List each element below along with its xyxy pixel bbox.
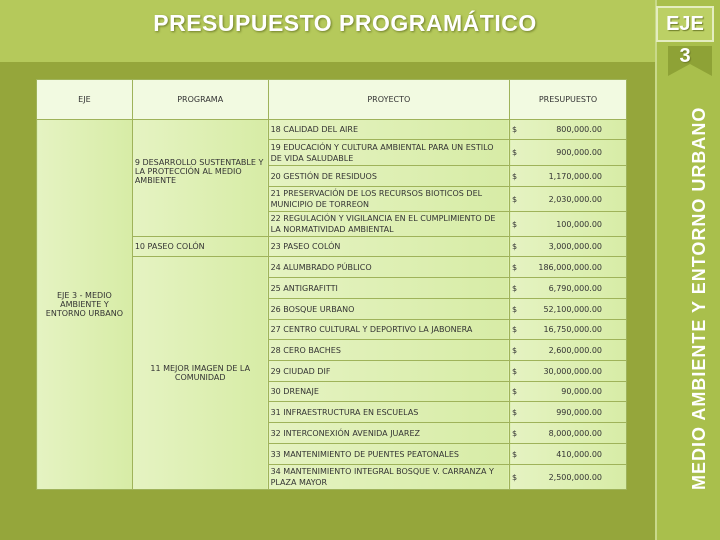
presupuesto-cell xyxy=(510,187,627,212)
presupuesto-cell xyxy=(510,257,627,278)
presupuesto-cell xyxy=(510,402,627,423)
eje-cell: EJE 3 - MEDIO AMBIENTE Y ENTORNO URBANO xyxy=(37,120,133,490)
proyecto-cell: 30 DRENAJE xyxy=(268,382,509,402)
header-presupuesto: PRESUPUESTO xyxy=(510,80,627,120)
proyecto-cell: 34 MANTENIMIENTO INTEGRAL BOSQUE V. CARRANZA Y PLAZA MAYOR xyxy=(268,465,509,490)
page-title: PRESUPUESTO PROGRAMÁTICO xyxy=(153,10,537,36)
proyecto-cell: 22 REGULACIÓN Y VIGILANCIA EN EL CUMPLIMIENTO DE LA NORMATIVIDAD AMBIENTAL xyxy=(268,212,509,237)
table-row xyxy=(37,120,627,140)
amount: 100,000.00 xyxy=(556,219,602,229)
currency-symbol: $ xyxy=(512,387,518,396)
currency-symbol: $ xyxy=(512,148,518,157)
presupuesto-cell xyxy=(510,444,627,465)
currency-symbol: $ xyxy=(512,283,518,293)
amount: 52,100,000.00 xyxy=(543,304,602,314)
presupuesto-cell xyxy=(510,140,627,166)
proyecto-cell: 33 MANTENIMIENTO DE PUENTES PEATONALES xyxy=(268,444,509,465)
presupuesto-cell xyxy=(510,166,627,187)
presupuesto-cell xyxy=(510,120,627,140)
proyecto-cell: 23 PASEO COLÓN xyxy=(268,237,509,257)
currency-symbol: $ xyxy=(512,449,518,459)
amount: 990,000.00 xyxy=(556,407,602,417)
amount: 8,000,000.00 xyxy=(548,428,602,438)
amount: 800,000.00 xyxy=(556,125,602,134)
currency-symbol: $ xyxy=(512,304,518,314)
presupuesto-cell xyxy=(510,299,627,320)
currency-symbol: $ xyxy=(512,171,518,181)
amount: 410,000.00 xyxy=(556,449,602,459)
header-eje: EJE xyxy=(37,80,133,120)
amount: 2,500,000.00 xyxy=(548,472,602,482)
amount: 16,750,000.00 xyxy=(543,325,602,334)
programa-cell: 9 DESARROLLO SUSTENTABLE Y LA PROTECCIÓN AL MEDIO AMBIENTE xyxy=(132,120,268,237)
proyecto-cell: 31 INFRAESTRUCTURA EN ESCUELAS xyxy=(268,402,509,423)
programa-cell: 11 MEJOR IMAGEN DE LA COMUNIDAD xyxy=(132,257,268,490)
table-header xyxy=(37,80,627,120)
presupuesto-cell xyxy=(510,212,627,237)
presupuesto-cell xyxy=(510,278,627,299)
currency-symbol: $ xyxy=(512,194,518,204)
amount: 90,000.00 xyxy=(561,387,602,396)
currency-symbol: $ xyxy=(512,472,518,482)
proyecto-cell: 32 INTERCONEXIÓN AVENIDA JUAREZ xyxy=(268,423,509,444)
currency-symbol: $ xyxy=(512,125,518,134)
proyecto-cell: 29 CIUDAD DIF xyxy=(268,361,509,382)
header-programa: PROGRAMA xyxy=(132,80,268,120)
budget-table xyxy=(36,79,627,490)
currency-symbol: $ xyxy=(512,366,518,376)
amount: 186,000,000.00 xyxy=(538,262,602,272)
eje-badge: EJE 3 xyxy=(656,6,714,42)
amount: 2,030,000.00 xyxy=(548,194,602,204)
currency-symbol: $ xyxy=(512,219,518,229)
amount: 6,790,000.00 xyxy=(548,283,602,293)
presupuesto-cell xyxy=(510,361,627,382)
presupuesto-cell xyxy=(510,382,627,402)
proyecto-cell: 21 PRESERVACIÓN DE LOS RECURSOS BIOTICOS DEL MUNICIPIO DE TORREON xyxy=(268,187,509,212)
proyecto-cell: 27 CENTRO CULTURAL Y DEPORTIVO LA JABONERA xyxy=(268,320,509,340)
currency-symbol: $ xyxy=(512,242,518,251)
proyecto-cell: 26 BOSQUE URBANO xyxy=(268,299,509,320)
presupuesto-cell xyxy=(510,237,627,257)
proyecto-cell: 18 CALIDAD DEL AIRE xyxy=(268,120,509,140)
proyecto-cell: 25 ANTIGRAFITTI xyxy=(268,278,509,299)
currency-symbol: $ xyxy=(512,325,518,334)
amount: 1,170,000.00 xyxy=(548,171,602,181)
amount: 900,000.00 xyxy=(556,148,602,157)
proyecto-cell: 19 EDUCACIÓN Y CULTURA AMBIENTAL PARA UN ESTILO DE VIDA SALUDABLE xyxy=(268,140,509,166)
programa-cell: 10 PASEO COLÓN xyxy=(132,237,268,257)
presupuesto-cell xyxy=(510,320,627,340)
currency-symbol: $ xyxy=(512,407,518,417)
header-proyecto: PROYECTO xyxy=(268,80,509,120)
currency-symbol: $ xyxy=(512,428,518,438)
amount: 30,000,000.00 xyxy=(543,366,602,376)
presupuesto-cell xyxy=(510,340,627,361)
proyecto-cell: 24 ALUMBRADO PÚBLICO xyxy=(268,257,509,278)
currency-symbol: $ xyxy=(512,345,518,355)
amount: 3,000,000.00 xyxy=(548,242,602,251)
proyecto-cell: 28 CERO BACHES xyxy=(268,340,509,361)
amount: 2,600,000.00 xyxy=(548,345,602,355)
currency-symbol: $ xyxy=(512,262,518,272)
proyecto-cell: 20 GESTIÓN DE RESIDUOS xyxy=(268,166,509,187)
presupuesto-cell xyxy=(510,423,627,444)
presupuesto-cell xyxy=(510,465,627,490)
side-title: MEDIO AMBIENTE Y ENTORNO URBANO xyxy=(689,106,709,490)
